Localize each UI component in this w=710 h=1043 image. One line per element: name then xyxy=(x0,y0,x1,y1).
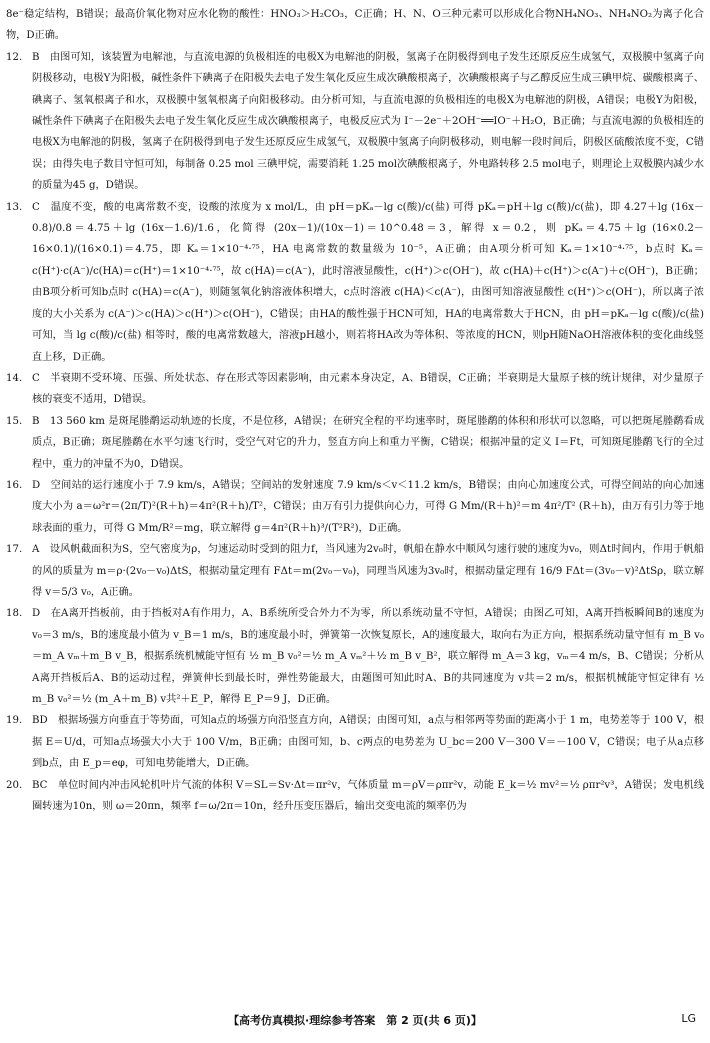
question-explanation: 设风帆截面积为S，空气密度为ρ，匀速运动时受到的阻力f，当风速为2v₀时，帆船在静水中顺风匀速行驶的速度为v₀，则Δt时间内，作用于帆船的风的质量为 m＝ρ·(2v₀－v₀)ΔtS，根据动量定理有 FΔt＝m(2v₀－v₀)，同理当风速为3v₀时，根据动量定理有 16/9 FΔt＝(3v₀－v)²ΔtSρ，联立解得 v＝5/3 v₀，A正确。 xyxy=(32,544,705,598)
question-answer: B xyxy=(32,51,40,63)
question-19 xyxy=(6,710,704,774)
question-16 xyxy=(6,475,704,539)
question-answer: D xyxy=(32,479,41,491)
question-answer: BD xyxy=(32,715,48,727)
question-answer: D xyxy=(32,608,41,620)
question-answer: A xyxy=(32,544,40,556)
question-explanation: 13 560 km 是斑尾塍鹬运动轨迹的长度，不是位移，A错误；在研究全程的平均速率时，斑尾塍鹬的体积和形状可以忽略，可以把斑尾塍鹬看成质点，B正确；斑尾塍鹬在水平匀速飞行时，受空气对它的升力，竖直方向上和重力平衡，C错误；根据冲量的定义 I＝Ft，可知斑尾塍鹬飞行的全过程中，重力的冲量不为0，D错误。 xyxy=(32,415,705,470)
lead-paragraph: 8e⁻稳定结构，B错误；最高价氧化物对应水化物的酸性：HNO₃＞H₂CO₃，C正确；H、N、O三种元素可以形成化合物NH₄NO₃、NH₄NO₂为离子化合物，D正确。 xyxy=(6,9,704,42)
answer-page xyxy=(6,4,704,817)
question-answer: C xyxy=(32,201,40,213)
question-12 xyxy=(6,47,704,197)
question-14 xyxy=(6,368,704,411)
question-explanation: 温度不变，酸的电离常数不变，设酸的浓度为 x mol/L，由 pH＝pKₐ－lg c(酸)/c(盐) 可得 pKₐ＝pH＋lg c(酸)/c(盐)，即 4.27＋lg (16x－0.8)/0.8＝4.75＋lg (16x－1.6)/1.6，化简得 (20x－1)/(10x－1)＝10^0.48＝3，解得 x＝0.2，则 pKₐ＝4.75＋lg (16×0.2－16×0.1)/(16×0.1)＝4.75，即 Kₐ＝1×10⁻⁴·⁷⁵，HA 电离常数的数量级为 10⁻⁵，A正确；由A项分析可知 Kₐ＝1×10⁻⁴·⁷⁵，b点时 Kₐ＝c(H⁺)·c(A⁻)/c(HA)＝c(H⁺)＝1×10⁻⁴·⁷⁵，故 c(HA)＝c(A⁻)，此时溶液显酸性，c(H⁺)＞c(OH⁻)，故 c(HA)＋c(H⁺)＞c(A⁻)＋c(OH⁻)，B正确；由B项分析可知b点时 c(HA)＝c(A⁻)，则随氢氧化钠溶液体积增大，c点时溶液 c(HA)＜c(A⁻)，由图可知溶液显酸性 c(H⁺)＞c(OH⁻)，所以离子浓度的大小关系为 c(A⁻)＞c(HA)＞c(H⁺)＞c(OH⁻)，C错误；由HA的酸性强于HCN可知，HA的电离常数大于HCN，由 pH＝pKₐ－lg c(酸)/c(盐) 可知，当 lg c(酸)/c(盐) 相等时，酸的电离常数越大，溶液pH越小，则若将HA改为等体积、等浓度的HCN，则pH随NaOH溶液体积的变化曲线竖直上移，D正确。 xyxy=(32,201,705,363)
question-20 xyxy=(6,775,704,818)
question-answer: B xyxy=(32,415,40,427)
question-number: 17. xyxy=(6,544,23,556)
question-18 xyxy=(6,603,704,710)
question-15 xyxy=(6,411,704,475)
question-number: 19. xyxy=(6,715,23,727)
question-number: 20. xyxy=(6,779,23,791)
question-explanation: 半衰期不受环境、压强、所处状态、存在形式等因素影响，由元素本身决定，A、B错误，C正确；半衰期是大量原子核的统计规律，对少量原子核的衰变不适用，D错误。 xyxy=(32,372,704,406)
question-number: 18. xyxy=(6,608,23,620)
question-explanation: 空间站的运行速度小于 7.9 km/s，A错误；空间站的发射速度 7.9 km/s＜v＜11.2 km/s，B错误；由向心加速度公式，可得空间站的向心加速度大小为 a＝ω²r＝(2π/T)²(R＋h)＝4π²(R＋h)/T²，C错误；由万有引力提供向心力，可得 G Mm/(R＋h)²＝m 4π²/T² (R＋h)，由万有引力等于地球表面的重力，可得 G Mm/R²＝mg，联立解得 g＝4π²(R＋h)³/(T²R²)，D正确。 xyxy=(32,479,705,534)
question-explanation: 在A离开挡板前，由于挡板对A有作用力，A、B系统所受合外力不为零，所以系统动量不守恒，A错误；由图乙可知，A离开挡板瞬间B的速度为 v₀＝3 m/s，B的速度最小值为 v_B＝1 m/s，B的速度最小时，弹簧第一次恢复原长，A的速度最大，取向右为正方向，根据系统动量守恒有 m_B v₀＝m_A vₘ＋m_B v_B，根据系统机械能守恒有 ½ m_B v₀²＝½ m_A vₘ²＋½ m_B v_B²，联立解得 m_A＝3 kg，vₘ＝4 m/s，B、C错误；分析从A离开挡板后A、B的运动过程，弹簧伸长到最长时，弹性势能最大，由题图可知此时A、B的共同速度为 v共＝2 m/s，根据机械能守恒定律有 ½ m_B v₀²＝½ (m_A＋m_B) v共²＋E_P，解得 E_P＝9 J，D正确。 xyxy=(32,608,704,705)
question-explanation: 根据场强方向垂直于等势面，可知a点的场强方向沿竖直方向，A错误；由图可知，a点与相邻两等势面的距离小于 1 m，电势差等于 100 V，根据 E＝U/d，可知a点场强大小大于 100 V/m，B正确；由图可知，b、c两点的电势差为 U_bc＝200 V－300 V＝－100 V，C错误；电子从a点移到b点，由 E_p＝eφ，可知电势能增大，D正确。 xyxy=(32,715,704,770)
page-footer: 【高考仿真模拟·理综参考答案 第 2 页(共 6 页)】 xyxy=(228,1014,482,1027)
question-explanation: 由图可知，该装置为电解池，与直流电源的负极相连的电极X为电解池的阴极，氢离子在阴极得到电子发生还原反应生成氢气，双极膜中氢离子向阴极移动，电极Y为阳极，碱性条件下碘离子在阳极失去电子发生氧化反应生成次碘酸根离子，次碘酸根离子与乙醇反应生成三碘甲烷、碳酸根离子、碘离子、氢氧根离子和水，双极膜中氢氧根离子向阳极移动。由分析可知，与直流电源的负极相连的电极X为电解池的阴极，A错误；电极Y为阳极，碱性条件下碘离子在阳极失去电子发生氧化反应生成次碘酸根离子，电极反应式为 I⁻－2e⁻＋2OH⁻══IO⁻＋H₂O，B正确；与直流电源的负极相连的电极X为电解池的阴极，氢离子在阴极得到电子发生还原反应生成氢气，双极膜中氢离子向阴极移动，则电解一段时间后，阴极区硫酸浓度不变，C错误；由得失电子数目守恒可知，每制备 0.25 mol 三碘甲烷，需要消耗 1.25 mol次碘酸根离子，外电路转移 2.5 mol电子，则理论上双极膜内减少水的质量为45 g，D错误。 xyxy=(32,51,705,192)
question-number: 13. xyxy=(6,201,23,213)
question-explanation: 单位时间内冲击风轮机叶片气流的体积 V＝SL＝Sv·Δt＝πr²v，气体质量 m＝ρV＝ρπr²v，动能 E_k＝½ mv²＝½ ρπr²v³，A错误；发电机线圈转速为10n，则 ω＝20πn，频率 f＝ω/2π＝10n，经升压变压器后，输出交变电流的频率仍为 xyxy=(32,779,705,813)
question-number: 14. xyxy=(6,372,23,384)
footer-code: LG xyxy=(681,1012,696,1025)
question-17 xyxy=(6,539,704,603)
question-answer: C xyxy=(32,372,40,384)
question-number: 15. xyxy=(6,415,23,427)
question-number: 12. xyxy=(6,51,23,63)
question-answer: BC xyxy=(32,779,48,791)
question-number: 16. xyxy=(6,479,23,491)
question-13 xyxy=(6,197,704,368)
